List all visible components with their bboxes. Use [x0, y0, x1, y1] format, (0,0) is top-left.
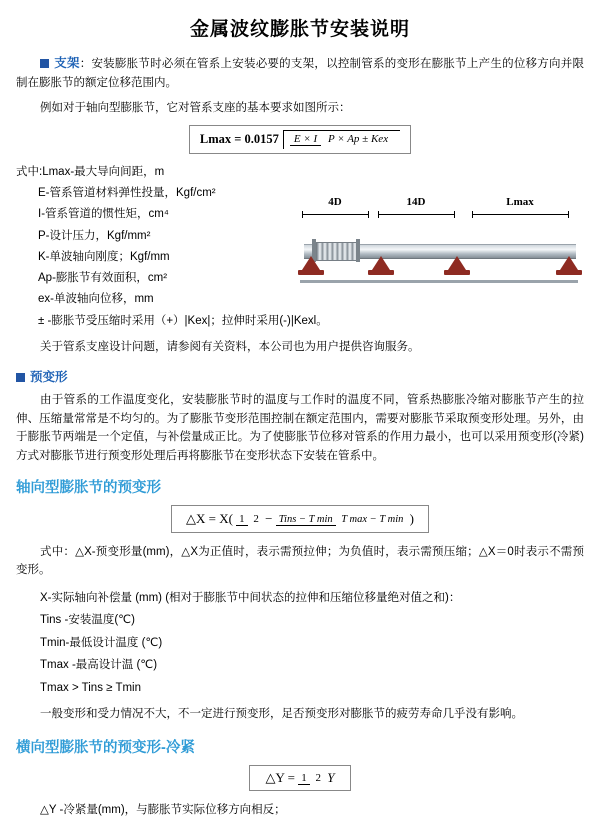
- support-base: [298, 270, 324, 275]
- formula-lmax-denominator: P × Ap ± Kex: [327, 133, 389, 145]
- formula-axial-box: [171, 505, 429, 533]
- support-base: [368, 270, 394, 275]
- axial-item: Tmax -最高设计温 (℃): [40, 659, 158, 672]
- axial-heading: 轴向型膨胀节的预变形: [16, 479, 161, 496]
- formula-lmax-sqrt: [283, 130, 400, 149]
- dimension-tick: [454, 211, 455, 218]
- dimension-tick: [302, 211, 303, 218]
- formula-axial-minus: −: [265, 510, 273, 526]
- dimension-line-14d: [378, 214, 454, 215]
- formula-lateral-rhs: Y: [327, 769, 335, 785]
- ground-line: [300, 280, 578, 283]
- predeform-heading: 预变形: [30, 369, 68, 384]
- blue-square-icon: [16, 373, 25, 382]
- legend-item: Ap-膨胀节有效面积，cm²: [38, 272, 168, 285]
- bracket-heading: 支架: [54, 56, 80, 70]
- axial-note: 式中：△X-预变形量(mm)，△X为正值时，表示需预拉伸；为负值时，表示需预压缩；△X＝0时表示不需预变形。: [16, 545, 584, 577]
- formula-lateral: [16, 765, 584, 791]
- formula-lmax-lhs: Lmax = 0.0157: [199, 131, 279, 146]
- blue-square-icon: [40, 59, 49, 68]
- legend-item: E-管系管道材料弹性投量，Kgf/cm²: [38, 187, 216, 200]
- formula-axial-fraction: [276, 513, 407, 526]
- legend-closing: 关于管系支座设计问题，请参阅有关资料，本公司也为用户提供咨询服务。: [40, 340, 420, 353]
- legend-item: ± -膨胀节受压缩时采用（+）|Kex|；拉伸时采用(-)|Kexl。: [38, 314, 328, 327]
- formula-axial-half-num: 1: [236, 513, 248, 526]
- support-triangle: [448, 256, 466, 270]
- formula-axial-frac-num: Tins − T min: [276, 514, 336, 526]
- formula-axial: [16, 505, 584, 533]
- formula-axial-lhs: △X = X(: [185, 510, 233, 526]
- legend-item: ex-单波轴向位移，mm: [38, 293, 154, 306]
- axial-item: Tmin-最低设计温度 (℃): [40, 636, 163, 649]
- pipe-support: [444, 256, 470, 278]
- predeform-paragraph: 由于管系的工作温度变化，安装膨胀节时的温度与工作时的温度不同，管系热膨胀冷缩对膨胀节产生的拉伸、压缩量常常是不均匀的。为了膨胀节变形范围控制在额定范围内，需要对膨胀节采取预变形处理。另外，由于膨胀节两端是一个定值，与补偿量成正比。为了使膨胀节位移对管系的作用力最小，也可以采用预变形(冷紧)方式对膨胀节进行预变形处理后再将膨胀节在变形状态下安装在管系中。: [16, 394, 584, 462]
- formula-lateral-half: [298, 772, 324, 785]
- support-base: [444, 270, 470, 275]
- support-base: [556, 270, 582, 275]
- pipe-support: [298, 256, 324, 278]
- bracket-text-1: 安装膨胀节时必须在管系上安装必要的支架，以控制管系的变形在膨胀节上产生的位移方向并限制在膨胀节的额定位移范围内。: [16, 58, 584, 89]
- bracket-paragraph-2: 例如对于轴向型膨胀节，它对管系支座的基本要求如图所示：: [40, 102, 351, 115]
- formula-lmax: [16, 125, 584, 154]
- formula-lateral-lhs: △Y =: [265, 769, 295, 785]
- diagram-dimension-labels: [294, 196, 584, 212]
- formula-axial-half: [236, 513, 262, 526]
- axial-closing: 一般变形和受力情况不大，不一定进行预变形，足否预变形对膨胀节的疲劳寿命几乎没有影响。: [40, 707, 523, 720]
- predeform-heading-line: [16, 367, 584, 388]
- formula-lateral-half-den: 2: [315, 772, 321, 785]
- formula-lmax-numerator: E × I: [290, 133, 321, 146]
- support-triangle: [560, 256, 578, 270]
- legend-intro: 式中:Lmax-最大导向间距，m: [16, 165, 165, 178]
- formula-lateral-half-num: 1: [298, 772, 310, 785]
- bracket-paragraph-1: 支架：安装膨胀节时必须在管系上安装必要的支架，以控制管系的变形在膨胀节上产生的位移方向并限制在膨胀节的额定位移范围内。: [16, 56, 584, 89]
- document-body: [0, 53, 600, 819]
- diagram-label-14d: 14D: [406, 196, 426, 208]
- pipe-assembly: [294, 222, 584, 294]
- pipe-support: [368, 256, 394, 278]
- axial-item: X-实际轴向补偿量 (mm) (相对于膨胀节中间状态的拉伸和压缩位移量绝对值之和)：: [40, 591, 461, 604]
- axial-item: Tmax > Tins ≥ Tmin: [40, 681, 141, 694]
- support-triangle: [372, 256, 390, 270]
- formula-axial-rhs: ): [409, 510, 414, 526]
- pipe-flange: [356, 239, 360, 262]
- diagram-label-4d: 4D: [328, 196, 342, 208]
- page-title: 金属波纹膨胀节安装说明: [189, 19, 410, 40]
- dimension-tick: [368, 211, 369, 218]
- dimension-tick: [568, 211, 569, 218]
- dimension-tick: [472, 211, 473, 218]
- expansion-joint-diagram: [294, 196, 584, 306]
- dimension-tick: [378, 211, 379, 218]
- formula-axial-frac-den: T max − T min: [341, 514, 404, 526]
- axial-item: Tins -安装温度(℃): [40, 614, 135, 627]
- dimension-line-lmax: [472, 214, 568, 215]
- diagram-label-lmax: Lmax: [506, 196, 534, 208]
- document-page: [0, 14, 600, 816]
- formula-axial-half-den: 2: [253, 513, 259, 526]
- lateral-note: △Y -冷紧量(mm)，与膨胀节实际位移方向相反；: [40, 803, 286, 816]
- legend-item: K-单波轴向刚度；Kgf/mm: [38, 250, 170, 263]
- formula-lmax-box: [189, 125, 411, 154]
- formula-lateral-box: [249, 765, 352, 791]
- dimension-line-4d: [302, 214, 368, 215]
- support-triangle: [302, 256, 320, 270]
- lateral-heading: 横向型膨胀节的预变形-冷紧: [16, 739, 195, 756]
- legend-item: P-设计压力，Kgf/mm²: [38, 229, 151, 242]
- pipe-support: [556, 256, 582, 278]
- legend-item: I-管系管道的惯性矩，cm⁴: [38, 208, 169, 221]
